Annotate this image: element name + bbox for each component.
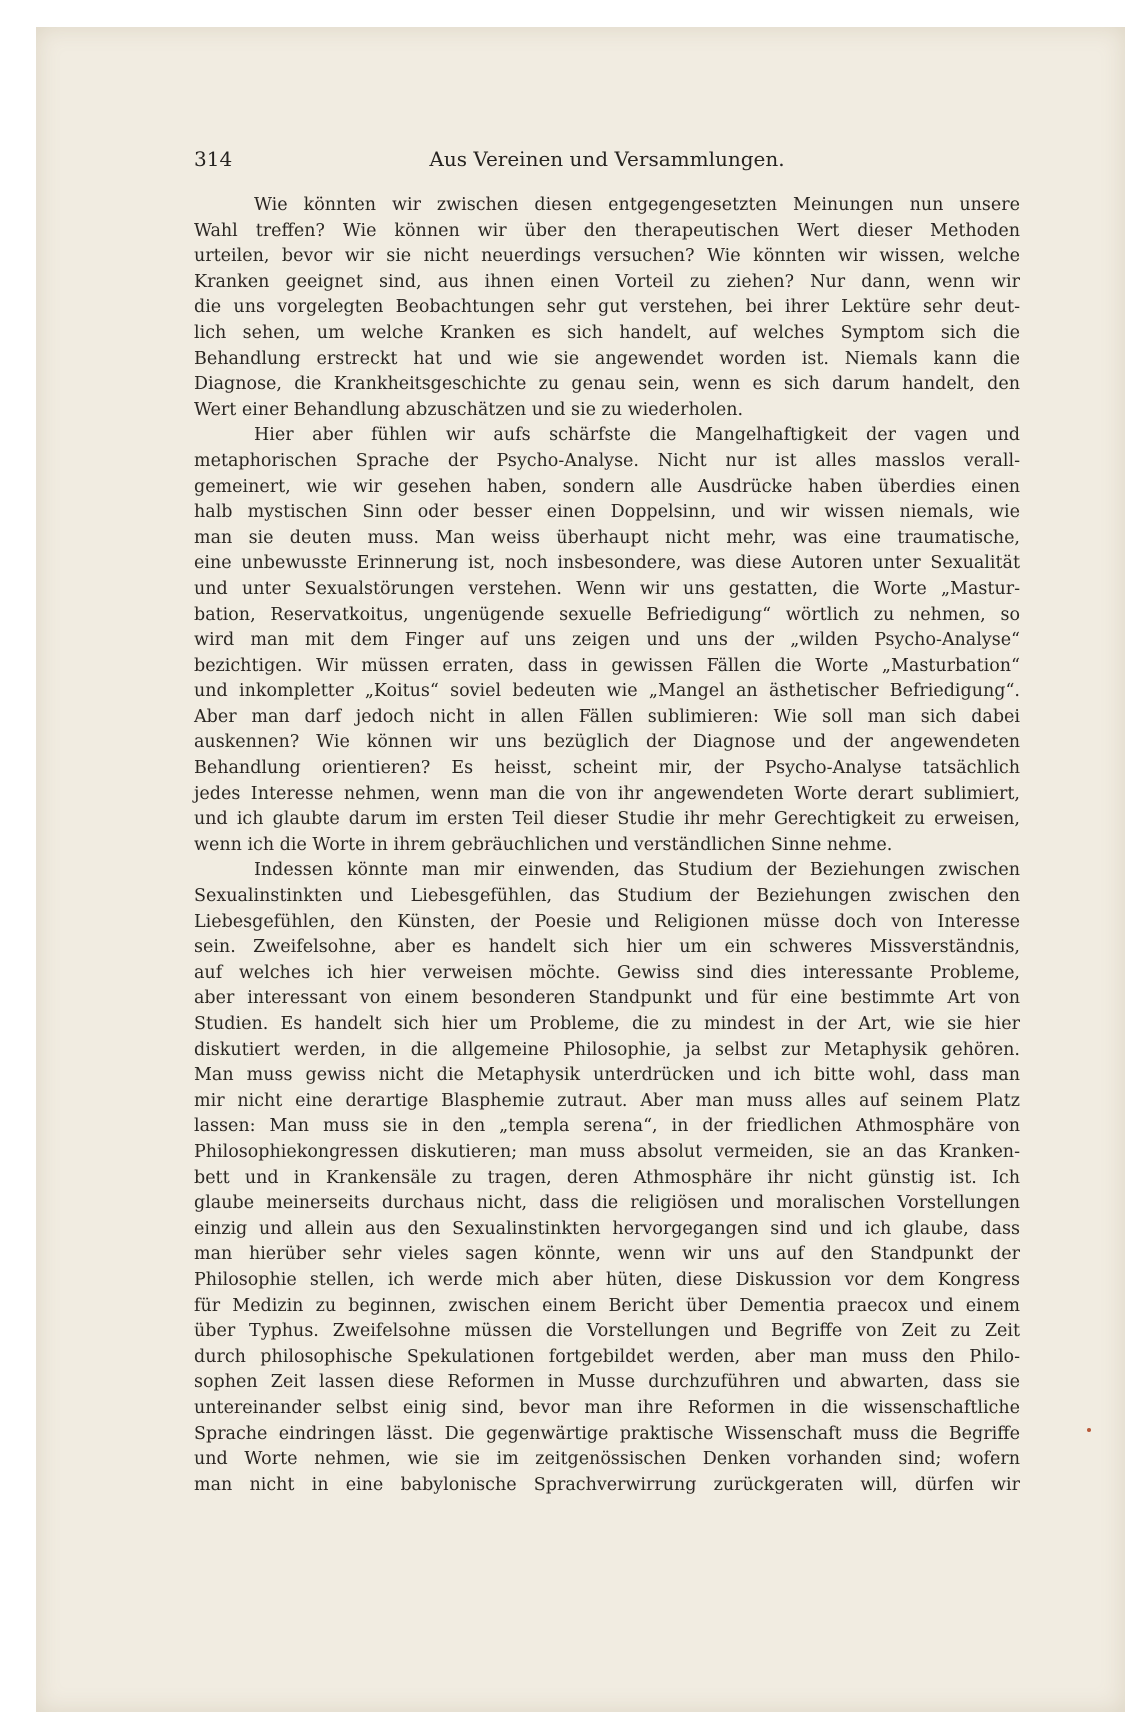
body-text <box>194 193 1020 1498</box>
text-line: jedes Interesse nehmen, wenn man die von ihr angewendeten Worte derart sublimiert, <box>194 783 1020 804</box>
text-line: lich sehen, um welche Kranken es sich handelt, auf welches Symptom sich die <box>194 322 1020 343</box>
text-line: Indessen könnte man mir einwenden, das Studium der Beziehungen zwischen <box>254 860 1020 881</box>
text-line: Wie könnten wir zwischen diesen entgegengesetzten Meinungen nun unsere <box>254 195 1020 215</box>
text-line: Sprache eindringen lässt. Die gegenwärtige praktische Wissenschaft muss die Begriffe <box>194 1423 1020 1444</box>
text-line: Studien. Es handelt sich hier um Probleme, die zu mindest in der Art, wie sie hier <box>194 1014 1020 1034</box>
text-line: bett und in Krankensäle zu tragen, deren Athmosphäre ihr nicht günstig ist. Ich <box>194 1167 1020 1188</box>
text-line: sein. Zweifelsohne, aber es handelt sich hier um ein schweres Missverständnis, <box>194 937 1020 958</box>
text-line: Kranken geeignet sind, aus ihnen einen Vorteil zu ziehen? Nur dann, wenn wir <box>194 271 1020 292</box>
text-line: Aber man darf jedoch nicht in allen Fällen sublimieren: Wie soll man sich dabei <box>194 706 1020 727</box>
text-line: Liebesgefühlen, den Künsten, der Poesie und Religionen müsse doch von Interesse <box>194 911 1020 932</box>
text-line: Behandlung erstreckt hat und wie sie angewendet worden ist. Niemals kann die <box>194 348 1020 369</box>
text-line: Wert einer Behandlung abzuschätzen und sie zu wiederholen. <box>194 399 744 420</box>
text-line: untereinander selbst einig sind, bevor man ihre Reformen in die wissenschaftliche <box>194 1397 1020 1418</box>
text-line: Philosophie stellen, ich werde mich aber hüten, diese Diskussion vor dem Kongress <box>194 1269 1020 1290</box>
text-line: man nicht in eine babylonische Sprachverwirrung zurückgeraten will, dürfen wir <box>194 1474 1020 1495</box>
text-line: wird man mit dem Finger auf uns zeigen und uns der „wilden Psycho-Analyse“ <box>194 630 1020 651</box>
text-line: Sexualinstinkten und Liebesgefühlen, das Studium der Beziehungen zwischen den <box>194 886 1020 907</box>
text-line: sophen Zeit lassen diese Reformen in Musse durchzuführen und abwarten, dass sie <box>194 1372 1020 1393</box>
text-line: gemeinert, wie wir gesehen haben, sondern alle Ausdrücke haben überdies einen <box>194 476 1020 497</box>
text-line: und Worte nehmen, wie sie im zeitgenössischen Denken vorhanden sind; wofern <box>194 1449 1020 1470</box>
text-line: Hier aber fühlen wir aufs schärfste die Mangelhaftigkeit der vagen und <box>254 425 1020 446</box>
text-line: auf welches ich hier verweisen möchte. Gewiss sind dies interessante Probleme, <box>194 962 1020 983</box>
text-line: diskutiert werden, in die allgemeine Philosophie, ja selbst zur Metaphysik gehören. <box>194 1039 1020 1060</box>
page-number: 314 <box>194 147 233 171</box>
text-line: halb mystischen Sinn oder besser einen Doppelsinn, und wir wissen niemals, wie <box>194 502 1020 523</box>
text-line: bation, Reservatkoitus, ungenügende sexuelle Befriedigung“ wörtlich zu nehmen, so <box>194 604 1020 625</box>
text-line: mir nicht eine derartige Blasphemie zutraut. Aber man muss alles auf seinem Platz <box>194 1090 1020 1111</box>
text-line: durch philosophische Spekulationen fortgebildet werden, aber man muss den Philo- <box>194 1346 1020 1367</box>
text-line: man sie deuten muss. Man weiss überhaupt nicht mehr, was eine traumatische, <box>194 527 1020 548</box>
text-line: bezichtigen. Wir müssen erraten, dass in gewissen Fällen die Worte „Masturbation“ <box>194 655 1020 676</box>
running-title: Aus Vereinen und Versammlungen. <box>429 147 785 171</box>
text-line: und ich glaubte darum im ersten Teil dieser Studie ihr mehr Gerechtigkeit zu erweisen, <box>194 809 1020 830</box>
text-line: lassen: Man muss sie in den „templa serena“, in der friedlichen Athmosphäre von <box>194 1116 1020 1137</box>
text-line: die uns vorgelegten Beobachtungen sehr gut verstehen, bei ihrer Lektüre sehr deut- <box>194 297 1020 318</box>
text-line: wenn ich die Worte in ihrem gebräuchlichen und verständlichen Sinne nehme. <box>194 834 893 855</box>
ink-speck <box>1087 1428 1091 1432</box>
text-line: auskennen? Wie können wir uns bezüglich der Diagnose und der angewendeten <box>194 732 1020 753</box>
text-line: einzig und allein aus den Sexualinstinkten hervorgegangen sind und ich glaube, dass <box>194 1218 1020 1239</box>
text-line: und unter Sexualstörungen verstehen. Wenn wir uns gestatten, die Worte „Mastur- <box>194 578 1020 599</box>
text-line: Wahl treffen? Wie können wir über den therapeutischen Wert dieser Methoden <box>194 220 1020 241</box>
text-line: eine unbewusste Erinnerung ist, noch insbesondere, was diese Autoren unter Sexualität <box>194 553 1020 574</box>
running-header <box>194 145 1020 175</box>
text-line: glaube meinerseits durchaus nicht, dass die religiösen und moralischen Vorstellungen <box>194 1193 1020 1214</box>
text-line: Philosophiekongressen diskutieren; man muss absolut vermeiden, sie an das Kranken- <box>194 1141 1020 1162</box>
text-line: Diagnose, die Krankheitsgeschichte zu genau sein, wenn es sich darum handelt, den <box>194 374 1020 395</box>
text-line: aber interessant von einem besonderen Standpunkt und für eine bestimmte Art von <box>194 988 1020 1009</box>
text-line: über Typhus. Zweifelsohne müssen die Vorstellungen und Begriffe von Zeit zu Zeit <box>194 1321 1020 1342</box>
text-line: Behandlung orientieren? Es heisst, scheint mir, der Psycho-Analyse tatsächlich <box>194 758 1020 779</box>
text-line: man hierüber sehr vieles sagen könnte, wenn wir uns auf den Standpunkt der <box>194 1244 1020 1265</box>
text-line: und inkompletter „Koitus“ soviel bedeuten wie „Mangel an ästhetischer Befriedigung“. <box>194 681 1020 702</box>
text-line: für Medizin zu beginnen, zwischen einem Bericht über Dementia praecox und einem <box>194 1295 1020 1316</box>
text-line: urteilen, bevor wir sie nicht neuerdings versuchen? Wie könnten wir wissen, welche <box>194 246 1020 267</box>
text-line: Man muss gewiss nicht die Metaphysik unterdrücken und ich bitte wohl, dass man <box>194 1065 1020 1086</box>
text-line: metaphorischen Sprache der Psycho-Analyse. Nicht nur ist alles masslos verall- <box>194 450 1020 471</box>
